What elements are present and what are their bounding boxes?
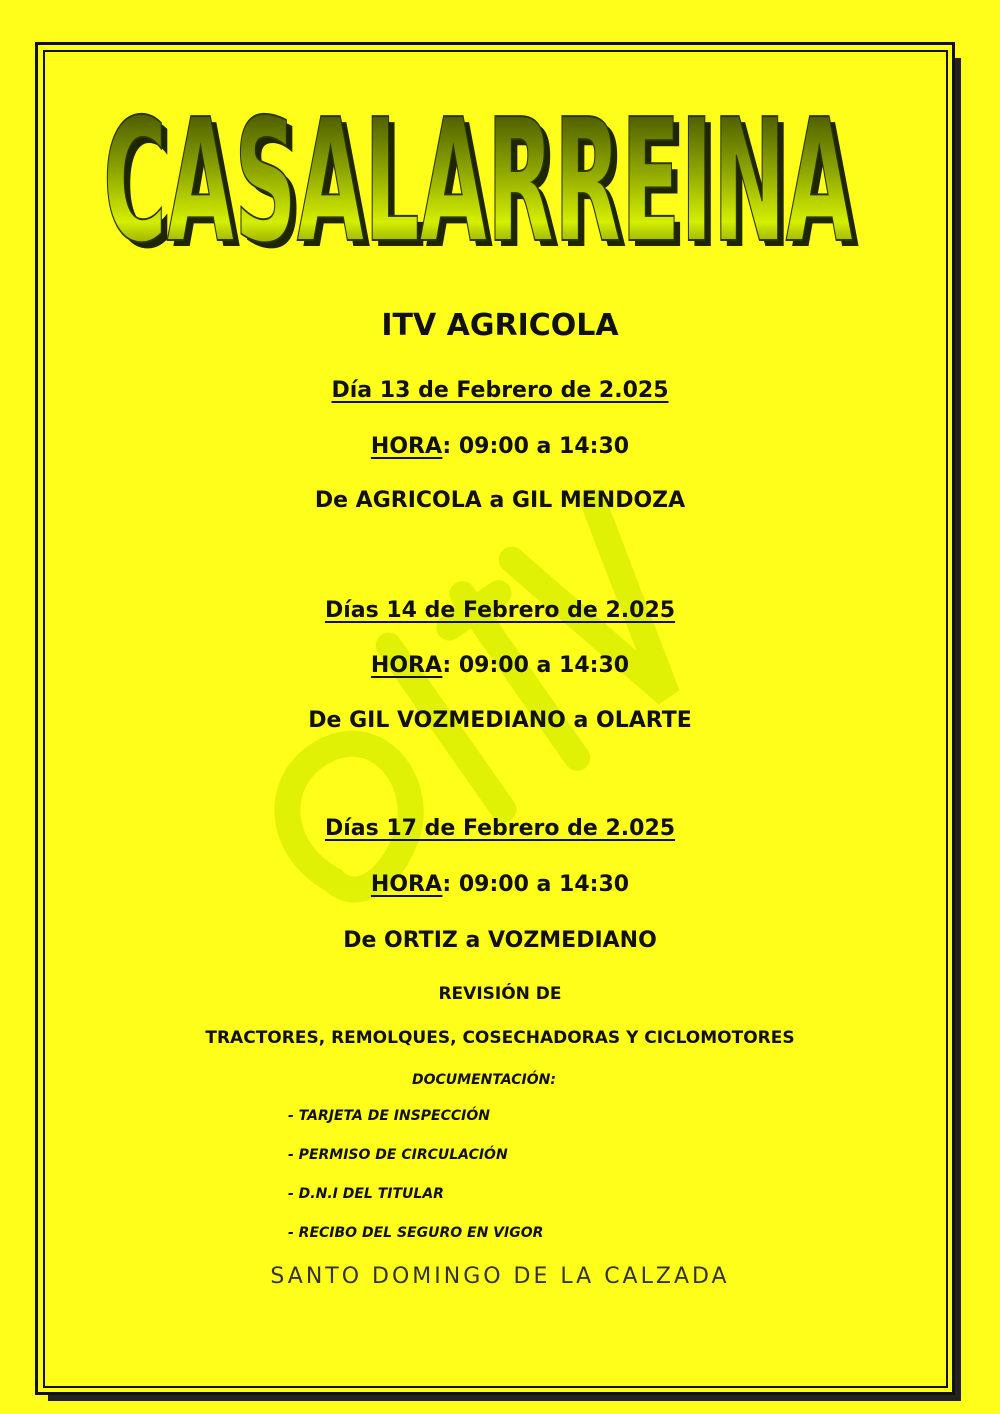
document-item: - TARJETA DE INSPECCIÓN bbox=[288, 1108, 490, 1124]
session-hour: HORA: 09:00 a 14:30 bbox=[370, 872, 630, 897]
document-item: - RECIBO DEL SEGURO EN VIGOR bbox=[288, 1225, 544, 1241]
revision-title: REVISIÓN DE bbox=[438, 984, 562, 1004]
session-hour: HORA: 09:00 a 14:30 bbox=[370, 434, 630, 459]
border-shadow-bottom bbox=[48, 1395, 961, 1401]
documentation-title: DOCUMENTACIÓN: bbox=[412, 1072, 556, 1088]
session-range: De GIL VOZMEDIANO a OLARTE bbox=[308, 708, 692, 733]
document-item: - D.N.I DEL TITULAR bbox=[288, 1186, 444, 1202]
session-range: De AGRICOLA a GIL MENDOZA bbox=[314, 488, 686, 513]
session-date: Días 14 de Febrero de 2.025 bbox=[324, 598, 676, 623]
document-item: - PERMISO DE CIRCULACIÓN bbox=[288, 1147, 508, 1163]
session-date: Día 13 de Febrero de 2.025 bbox=[331, 378, 669, 403]
event-heading: ITV AGRICOLA bbox=[381, 308, 619, 343]
revision-items: TRACTORES, REMOLQUES, COSECHADORAS Y CICLOMOTORES bbox=[205, 1028, 795, 1048]
session-hour: HORA: 09:00 a 14:30 bbox=[370, 653, 630, 678]
session-date: Días 17 de Febrero de 2.025 bbox=[324, 816, 676, 841]
svg-text:CASALARREINA: CASALARREINA bbox=[109, 89, 859, 270]
session-range: De ORTIZ a VOZMEDIANO bbox=[343, 928, 657, 953]
footer-location: SANTO DOMINGO DE LA CALZADA bbox=[270, 1264, 730, 1289]
svg-text:CASALARREINA: CASALARREINA bbox=[103, 83, 853, 270]
town-title bbox=[90, 80, 870, 270]
